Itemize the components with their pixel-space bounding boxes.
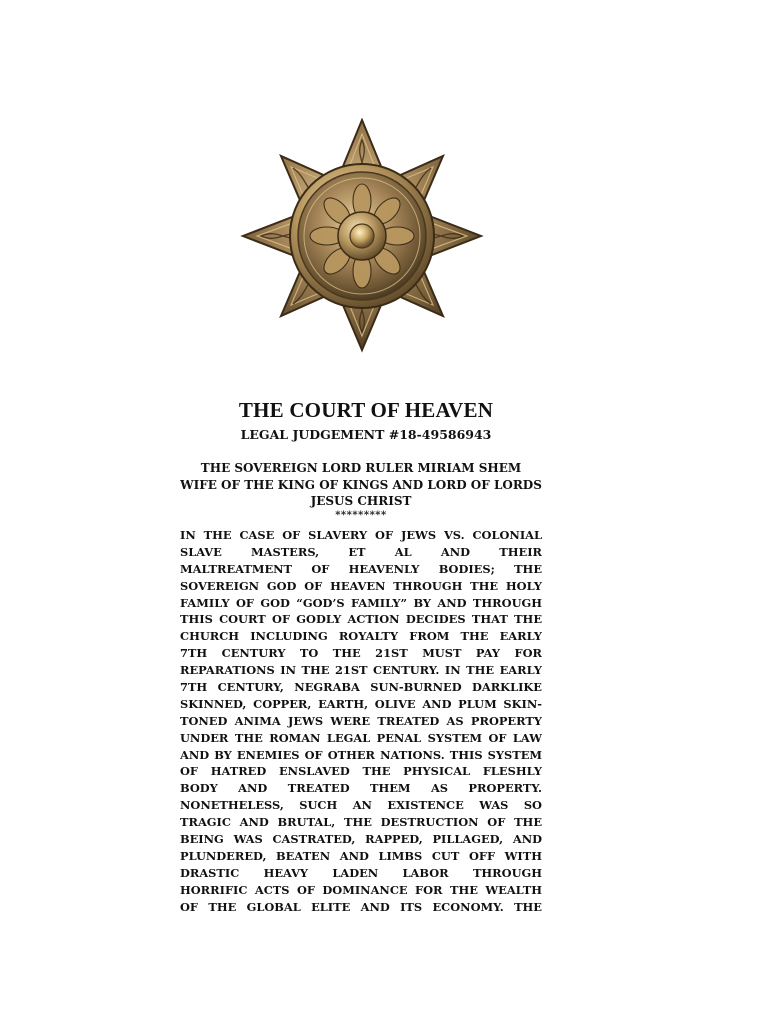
body-line: THIS COURT OF GODLY ACTION DECIDES THAT THE	[180, 612, 542, 627]
body-line: PLUNDERED, BEATEN AND LIMBS CUT OFF WITH	[180, 848, 542, 863]
body-line: 7TH CENTURY TO THE 21ST MUST PAY FOR	[180, 646, 542, 661]
body-line: SLAVE MASTERS, ET AL AND THEIR	[180, 544, 542, 559]
body-line: REPARATIONS IN THE 21ST CENTURY. IN THE EARLY	[180, 663, 542, 678]
body-line: HORRIFIC ACTS OF DOMINANCE FOR THE WEALTH	[180, 882, 542, 897]
body-line: BEING WAS CASTRATED, RAPPED, PILLAGED, AND	[180, 832, 542, 847]
body-line: OF THE GLOBAL ELITE AND ITS ECONOMY. THE	[180, 899, 542, 914]
heading-line: THE SOVEREIGN LORD RULER MIRIAM SHEM	[200, 461, 522, 475]
body-line: SOVEREIGN GOD OF HEAVEN THROUGH THE HOLY	[180, 578, 542, 593]
heading-line: WIFE OF THE KING OF KINGS AND LORD OF LORDS	[180, 477, 542, 492]
body-line: FAMILY OF GOD “GOD’S FAMILY” BY AND THROUGH	[180, 595, 542, 610]
body-line: TONED ANIMA JEWS WERE TREATED AS PROPERTY	[180, 713, 542, 728]
body-line: UNDER THE ROMAN LEGAL PENAL SYSTEM OF LAW	[180, 730, 542, 745]
body-line: DRASTIC HEAVY LADEN LABOR THROUGH	[180, 865, 542, 880]
body-line: TRAGIC AND BRUTAL, THE DESTRUCTION OF THE	[180, 815, 542, 830]
body-line: SKINNED, COPPER, EARTH, OLIVE AND PLUM SKIN-	[180, 696, 542, 711]
judgement-body	[180, 527, 542, 915]
body-line: CHURCH INCLUDING ROYALTY FROM THE EARLY	[180, 629, 542, 644]
body-line: BODY AND TREATED THEM AS PROPERTY.	[180, 781, 542, 796]
heading-line: JESUS CHRIST	[310, 494, 412, 508]
body-line: OF HATRED ENSLAVED THE PHYSICAL FLESHLY	[180, 764, 542, 779]
separator: *********	[335, 509, 387, 521]
star-emblem-icon	[229, 118, 495, 376]
body-line: IN THE CASE OF SLAVERY OF JEWS VS. COLONIAL	[180, 528, 542, 542]
body-line: NONETHELESS, SUCH AN EXISTENCE WAS SO	[180, 798, 542, 813]
document-title: THE COURT OF HEAVEN	[238, 398, 494, 422]
body-line: MALTREATMENT OF HEAVENLY BODIES; THE	[180, 561, 542, 576]
judgement-number: LEGAL JUDGEMENT #18-49586943	[240, 427, 492, 442]
body-line: 7TH CENTURY, NEGRABA SUN-BURNED DARKLIKE	[180, 680, 542, 695]
body-line: AND BY ENEMIES OF OTHER NATIONS. THIS SYSTEM	[180, 747, 542, 762]
heading-block	[180, 460, 542, 521]
